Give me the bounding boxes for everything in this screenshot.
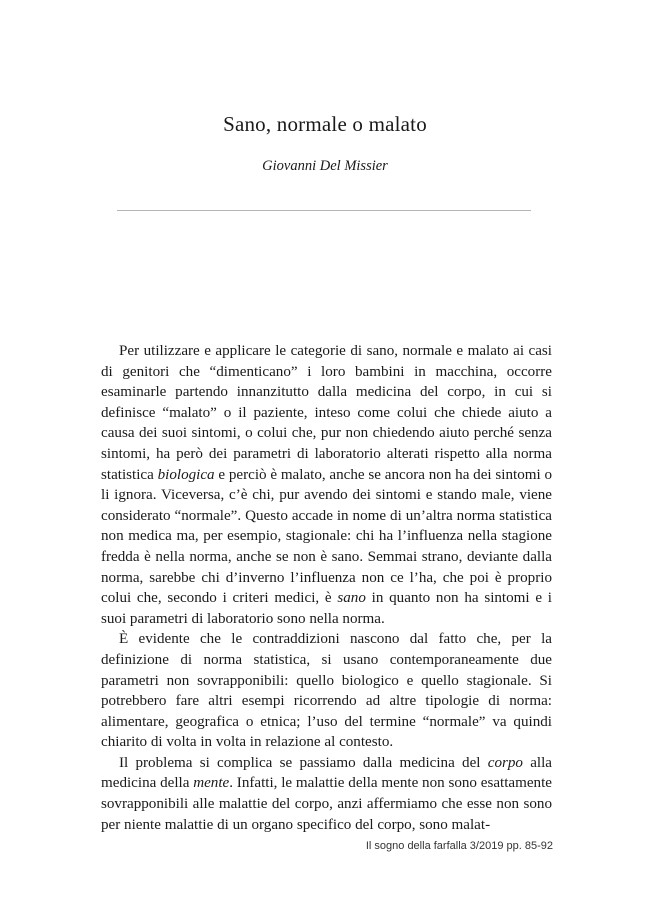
article-author: Giovanni Del Missier	[262, 158, 388, 174]
paragraph-text: Il problema si complica se passiamo dalla medicina del	[119, 754, 488, 771]
journal-citation: Il sogno della farfalla 3/2019 pp. 85-92	[365, 840, 553, 852]
paragraph-text: Per utilizzare e applicare le categorie di sano, normale e malato ai casi di genitori che “dimenticano” i loro bambini in macchina, occorre esaminarle partendo innanzitutto dalla medicina del corpo, in cui si definisce “malato” o il paziente, inteso come colui che chiede aiuto a causa dei suoi sintomi, o colui che, pur non chiedendo aiuto perché senza sintomi, ha però dei parametri di laboratorio alterati rispetto alla norma statistica	[101, 343, 552, 483]
title-divider	[117, 210, 531, 211]
paragraph-text: e perciò è malato, anche se ancora non ha dei sintomi o li ignora. Viceversa, c’è chi, pur avendo dei sintomi e stando male, viene considerato “normale”. Questo accade in nome di un’altra norma statistica non medica ma, per esempio, stagionale: chi ha l’influenza nella stagione fredda è nella norma, anche se non è sano. Semmai strano, deviante dalla norma, sarebbe chi d’inverno l’influenza non ce l’ha, che poi è proprio colui che, secondo i criteri medici, è	[101, 466, 552, 607]
emphasis-text: sano	[337, 590, 366, 607]
body-paragraph	[101, 341, 552, 629]
body-paragraph	[101, 753, 552, 835]
article-title: Sano, normale o malato	[223, 112, 427, 136]
paragraph-text: . Infatti, le malattie della mente non sono esattamente sovrapponibili alle malattie del corpo, anzi affermiamo che esse non sono per niente malattie di un organo specifico del corpo, sono malat-	[101, 775, 552, 833]
paragraph-text: È evidente che le contraddizioni nascono dal fatto che, per la definizione di norma statistica, si usano contemporaneamente due parametri non sovrapponibili: quello biologico e quello stagionale. Si potrebbero fare altri esempi ricorrendo ad altre tipologie di norma: alimentare, geografica o etnica; l’uso del termine “normale” va quindi chiarito di volta in volta in relazione al contesto.	[101, 631, 552, 751]
body-paragraph	[101, 629, 552, 753]
emphasis-text: mente	[193, 775, 230, 792]
emphasis-text: corpo	[487, 754, 523, 771]
paragraph-text: alla medicina della	[101, 754, 553, 792]
emphasis-text: biologica	[157, 466, 215, 483]
article-body	[101, 341, 552, 835]
paragraph-text: in quanto non ha sintomi e i suoi parametri di laboratorio sono nella norma.	[101, 590, 552, 627]
